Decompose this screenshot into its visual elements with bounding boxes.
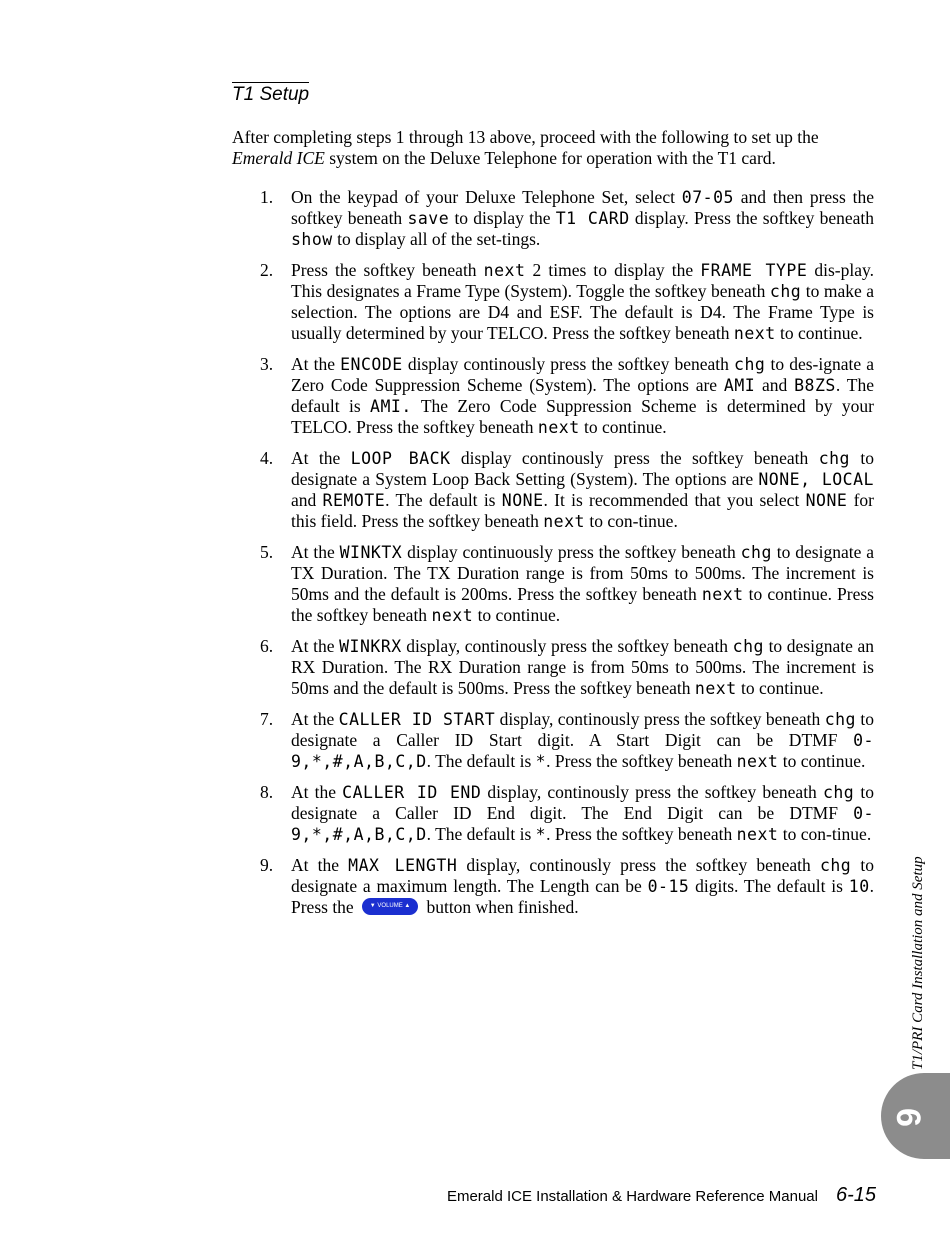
step-text: to continue. bbox=[736, 678, 824, 698]
step-text: . The default is bbox=[291, 375, 874, 416]
step-text: to con-tinue. bbox=[585, 511, 678, 531]
step-number: 4. bbox=[260, 448, 274, 468]
step-item bbox=[232, 782, 874, 845]
lcd-display-text: 10 bbox=[848, 877, 870, 896]
manual-title: Emerald ICE Installation & Hardware Reference Manual bbox=[446, 1188, 818, 1205]
lcd-display-text: 0-9,*,#,A,B,C,D bbox=[291, 731, 874, 771]
page-number: 6-15 bbox=[835, 1184, 876, 1206]
volume-button-icon: ▼ VOLUME ▲ bbox=[362, 898, 418, 915]
step-text: and bbox=[755, 375, 795, 395]
step-item bbox=[232, 354, 874, 438]
lcd-display-text: ENCODE bbox=[340, 355, 403, 374]
lcd-display-text: next bbox=[701, 585, 744, 604]
lcd-display-text: next bbox=[537, 418, 580, 437]
lcd-display-text: CALLER ID START bbox=[338, 710, 496, 729]
step-text: display, continously press the softkey beneath bbox=[481, 782, 823, 802]
step-text: to designate a Caller ID End digit. The End Digit can be DTMF bbox=[291, 782, 874, 823]
side-tab-label: T1/PRI Card Installation and Setup bbox=[910, 856, 926, 1070]
step-number: 8. bbox=[260, 782, 274, 802]
step-text: display. Press the softkey beneath bbox=[629, 208, 874, 228]
step-text: At the bbox=[291, 636, 340, 656]
step-text: to designate a Caller ID Start digit. A Start Digit can be DTMF bbox=[291, 709, 875, 750]
lcd-display-text: chg bbox=[818, 449, 850, 468]
step-text: At the bbox=[291, 855, 349, 875]
lcd-display-text: CALLER ID END bbox=[342, 783, 482, 802]
lcd-display-text: AMI. bbox=[370, 397, 412, 416]
step-text: to continue. Press the softkey beneath bbox=[291, 584, 874, 625]
lcd-display-text: next bbox=[694, 679, 737, 698]
step-text: to des-ignate a Zero Code Suppression Scheme (System). The options are bbox=[291, 354, 875, 395]
step-text: to con-tinue. bbox=[778, 824, 872, 844]
section-title: T1 Setup bbox=[232, 84, 310, 105]
step-text: 2 times to display the bbox=[525, 260, 701, 280]
step-text: . The default is bbox=[426, 751, 536, 771]
lcd-display-text: MAX LENGTH bbox=[348, 856, 458, 875]
lcd-display-text: chg bbox=[824, 710, 856, 729]
step-text: to continue. bbox=[473, 605, 561, 625]
system-name: Emerald ICE bbox=[232, 148, 325, 168]
step-text: display, continously press the softkey beneath bbox=[401, 636, 733, 656]
step-text: . Press the softkey beneath bbox=[546, 824, 737, 844]
step-text: The Zero Code Suppression Scheme is determined by your TELCO. Press the softkey beneath bbox=[291, 396, 874, 437]
step-text: At the bbox=[291, 542, 340, 562]
step-item bbox=[232, 448, 874, 532]
chapter-number: 6 bbox=[888, 1108, 927, 1127]
lcd-display-text: next bbox=[483, 261, 526, 280]
lcd-display-text: chg bbox=[734, 355, 766, 374]
step-item bbox=[232, 260, 874, 344]
step-text: At the bbox=[291, 709, 339, 729]
step-text: to display all of the set-tings. bbox=[332, 229, 541, 249]
step-text: for this field. Press the softkey beneath bbox=[291, 490, 875, 531]
lcd-display-text: NONE, LOCAL bbox=[758, 470, 874, 489]
lcd-display-text: chg bbox=[822, 783, 855, 802]
step-item bbox=[232, 709, 874, 772]
lcd-display-text: WINKTX bbox=[339, 543, 403, 562]
lcd-display-text: save bbox=[407, 209, 450, 228]
step-item bbox=[232, 187, 874, 250]
intro-paragraph: After completing steps 1 through 13 above, proceed with the following to set up the Emerald ICE system on the Deluxe Telephone for operation with the T1 card. bbox=[232, 127, 819, 168]
step-text: . Press the bbox=[291, 876, 875, 917]
step-text: display continuously press the softkey beneath bbox=[402, 542, 741, 562]
step-text: to display the bbox=[449, 208, 556, 228]
step-text: At the bbox=[291, 354, 341, 374]
step-text: . The default is bbox=[385, 490, 502, 510]
lcd-display-text: next bbox=[543, 512, 585, 531]
step-text: . It is recommended that you select bbox=[543, 490, 806, 510]
lcd-display-text: show bbox=[291, 230, 333, 249]
step-text: display continously press the softkey beneath bbox=[402, 354, 735, 374]
step-text: to designate an RX Duration. The RX Duration range is from 50ms to 500ms. The increment is 50ms and the default is 500ms. Press the softkey beneath bbox=[291, 636, 874, 698]
lcd-display-text: FRAME TYPE bbox=[700, 261, 808, 280]
step-text: digits. The default is bbox=[689, 876, 849, 896]
lcd-display-text: NONE bbox=[805, 491, 848, 510]
step-text: to designate a System Loop Back Setting (System). The options are bbox=[291, 448, 874, 489]
step-text: to designate a TX Duration. The TX Duration range is from 50ms to 500ms. The increment is 50ms and the default is 200ms. Press the softkey beneath bbox=[291, 542, 874, 604]
step-text: dis-play. This designates a Frame Type (System). Toggle the softkey beneath bbox=[291, 260, 874, 301]
step-number: 9. bbox=[260, 855, 274, 875]
lcd-display-text: 0-15 bbox=[647, 877, 690, 896]
step-text: At the bbox=[291, 782, 343, 802]
step-number: 6. bbox=[260, 636, 274, 656]
step-text: to continue. bbox=[775, 323, 863, 343]
lcd-display-text: REMOTE bbox=[322, 491, 386, 510]
lcd-display-text: 0-9,*,#,A,B,C,D bbox=[291, 804, 874, 844]
lcd-display-text: * bbox=[535, 825, 547, 844]
step-number: 3. bbox=[260, 354, 274, 374]
step-text: display continously press the softkey beneath bbox=[450, 448, 819, 468]
lcd-display-text: next bbox=[431, 606, 474, 625]
lcd-display-text: NONE bbox=[501, 491, 544, 510]
lcd-display-text: 07-05 bbox=[681, 188, 734, 207]
lcd-display-text: T1 CARD bbox=[555, 209, 630, 228]
lcd-display-text: * bbox=[535, 752, 547, 771]
step-text: and then press the softkey beneath bbox=[291, 187, 874, 228]
step-item bbox=[232, 855, 874, 918]
lcd-display-text: LOOP BACK bbox=[350, 449, 451, 468]
step-text: to continue. bbox=[579, 417, 667, 437]
step-text: and bbox=[291, 490, 323, 510]
lcd-display-text: chg bbox=[732, 637, 764, 656]
step-item bbox=[232, 542, 874, 626]
step-text: . Press the softkey beneath bbox=[546, 751, 737, 771]
step-text: . The default is bbox=[426, 824, 536, 844]
step-number: 2. bbox=[260, 260, 274, 280]
step-text: display, continously press the softkey beneath bbox=[457, 855, 820, 875]
step-item bbox=[232, 636, 874, 699]
lcd-display-text: AMI bbox=[723, 376, 756, 395]
step-text: to make a selection. The options are D4 and ESF. The default is D4. The Frame Type is usually determined by your TELCO. Press the softkey beneath bbox=[291, 281, 875, 343]
step-text: button when finished. bbox=[422, 897, 579, 917]
lcd-display-text: chg bbox=[769, 282, 802, 301]
step-text: On the keypad of your Deluxe Telephone Set, select bbox=[291, 187, 682, 207]
step-text: to designate a maximum length. The Length can be bbox=[291, 855, 874, 896]
lcd-display-text: next bbox=[736, 825, 779, 844]
lcd-display-text: next bbox=[736, 752, 779, 771]
step-number: 1. bbox=[260, 187, 274, 207]
step-text: display, continously press the softkey beneath bbox=[495, 709, 825, 729]
lcd-display-text: B8ZS bbox=[794, 376, 836, 395]
step-number: 5. bbox=[260, 542, 274, 562]
lcd-display-text: chg bbox=[819, 856, 852, 875]
step-text: to continue. bbox=[778, 751, 866, 771]
lcd-display-text: chg bbox=[740, 543, 772, 562]
lcd-display-text: WINKRX bbox=[339, 637, 402, 656]
steps-list bbox=[232, 187, 874, 928]
step-number: 7. bbox=[260, 709, 274, 729]
page-footer bbox=[446, 1184, 876, 1207]
step-text: At the bbox=[291, 448, 351, 468]
step-text: Press the softkey beneath bbox=[291, 260, 484, 280]
lcd-display-text: next bbox=[733, 324, 776, 343]
